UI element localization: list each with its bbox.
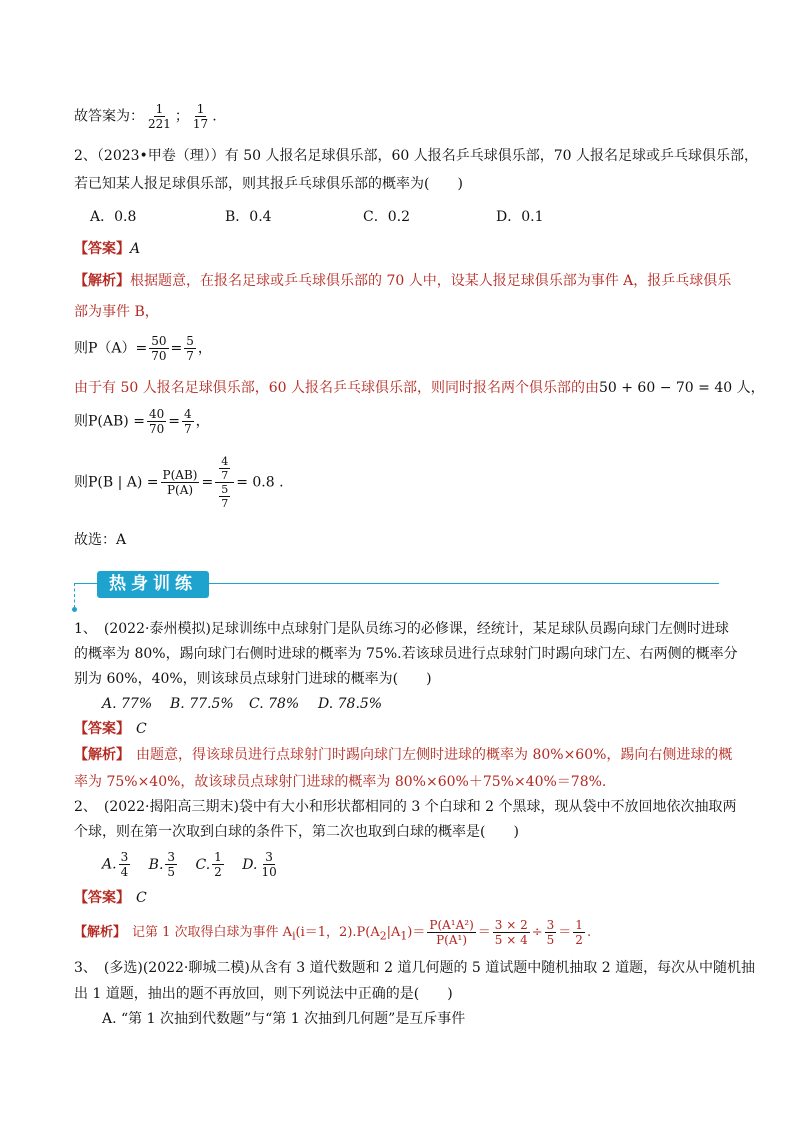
w2-options: A. $\frac{3}{4}$ B. $\frac{3}{5}$ C. $\frac{1}{2}$ D. $\frac{3}{10}$ [102,850,277,879]
prev-answer-line: 故答案为： $\frac{1}{221}$ ； $\frac{1}{17}$ . [74,102,217,131]
w2-stem-line2: 个球，则在第一次取到白球的条件下，第二次也取到白球的概率是( ) [74,824,519,840]
fraction-1-17: $\frac{1}{17}$ [192,102,209,131]
complex-fraction: $\frac{\frac{4}{7}}{\frac{5}{7}}$ [215,455,234,510]
q2-stem-line2: 若已知某人报足球俱乐部，则其报乒乓球俱乐部的概率为( ) [74,176,463,192]
w1-option-a: A. 77% [102,696,153,712]
formula-pa: 则P（A）= $\frac{50}{70}$ = $\frac{5}{7}$ ， [74,334,212,363]
w1-answer: 【答案】 C [74,721,147,737]
w1-option-b: B. 77.5% [170,696,234,712]
q2-answer [74,239,140,259]
section-dot [72,607,77,612]
formula-pba: 则P(B | A) = $\frac{P(AB)}{P(A)}$ = $\frac{\frac{4}{7}}{\frac{5}{7}}$ = 0.8 . [74,455,284,510]
w3-option-a: A. “第 1 次抽到代数题”与“第 1 次抽到几何题”是互斥事件 [102,1011,466,1027]
w1-stem-line2: 的概率为 80%，踢向球门右侧时进球的概率为 75%.若该球员进行点球射门时踢向球门左、右两侧的概率分 [74,646,738,662]
w3-stem-line2: 出 1 道题，抽出的题不再放回，则下列说法中正确的是( ) [74,986,453,1002]
w3-stem-line1: 3、 (多选)(2022·聊城二模)从含有 3 道代数题和 2 道几何题的 5 道试题中随机抽取 2 道题，每次从中随机抽 [74,960,756,976]
q2-option-d: D．0.1 [496,209,544,225]
answer-tag: 【答案】 [74,241,130,257]
section-rule-vertical [74,583,75,608]
q2-option-b: B．0.4 [225,209,272,225]
formula-pab: 则P(AB) = $\frac{40}{70}$ = $\frac{4}{7}$ ， [74,407,210,436]
q2-analysis-line1: 【解析】根据题意，在报名足球或乒乓球俱乐部的 70 人中，设某人报足球俱乐部为事件 A，报乒乓球俱乐 [74,273,732,289]
w2-stem-line1: 2、 (2022·揭阳高三期末)袋中有大小和形状都相同的 3 个白球和 2 个黑球，现从袋中不放回地依次抽取两 [74,799,737,815]
w1-option-d: D. 78.5% [318,696,383,712]
q2-option-a: A．0.8 [90,209,137,225]
q2-red-line: 由于有 50 人报名足球俱乐部，60 人报名乒乓球俱乐部，则同时报名两个俱乐部的由50 + 60 − 70 = 40 人， [74,380,765,396]
w1-analysis-line2: 率为 75%×40%，故该球员点球射门进球的概率为 80%×60%＋75%×40%＝78%. [74,774,607,790]
fraction-1-221: $\frac{1}{221}$ [148,102,171,131]
q2-option-c: C．0.2 [363,209,410,225]
w1-stem-line3: 别为 60%，40%，则该球员点球射门进球的概率为( ) [74,671,432,687]
analysis-tag: 【解析】 [74,273,130,289]
section-title: 热身训练 [109,574,197,594]
w1-option-c: C. 78% [249,696,300,712]
q2-analysis-line2: 部为事件 B， [74,304,159,320]
w2-analysis: 【解析】 记第 1 次取得白球为事件 $A_i(i=1$，$2).P(A_2|A_1)=$ $\frac{\text{P(A¹A²)}}{\text{P(A¹)}}$ ＝ $\frac{3 \times 2}{5 \times 4}$ ÷ $\frac{3}{5}$ ＝ $\frac{1}{2}$ . [74,918,592,947]
section-banner [97,571,209,598]
w2-answer: 【答案】 C [74,890,147,906]
q2-stem-line1: 2、（2023•甲卷（理））有 50 人报名足球俱乐部，60 人报名乒乓球俱乐部，70 人报名足球或乒乓球俱乐部， [74,148,759,164]
prev-answer-prefix: 故答案为： [74,108,144,125]
w1-analysis-line1: 【解析】 由题意，得该球员进行点球射门时踢向球门左侧时进球的概率为 80%×60%，踢向右侧进球的概 [74,747,733,763]
q2-choice: 故选：A [74,532,127,548]
w1-stem-line1: 1、 (2022·泰州模拟)足球训练中点球射门是队员练习的必修课，经统计，某足球队员踢向球门左侧时进球 [74,621,729,637]
answer-value: A [130,241,141,257]
